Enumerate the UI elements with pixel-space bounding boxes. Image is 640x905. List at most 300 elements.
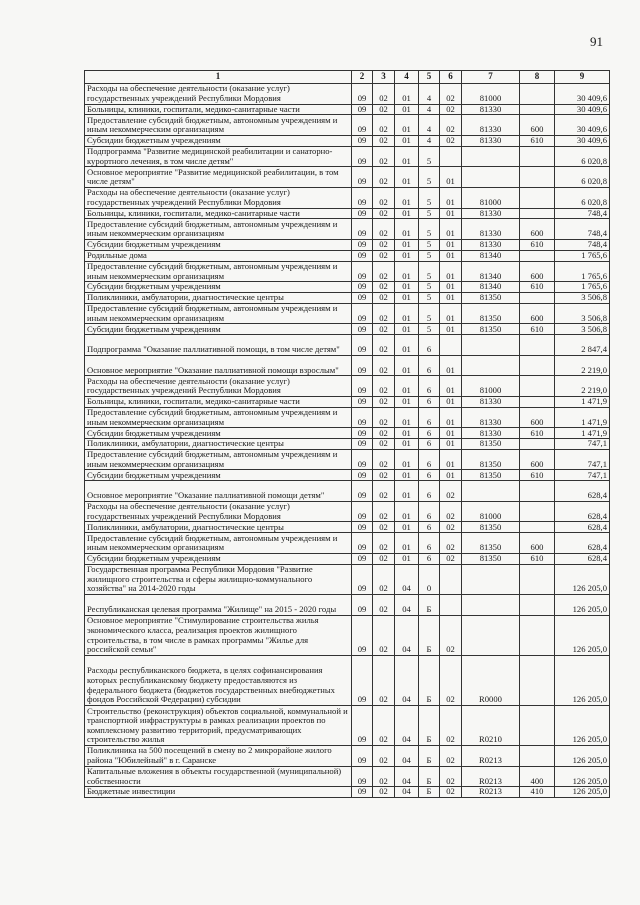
table-row [85,167,610,188]
amount-cell: 2 847,4 [555,335,610,356]
column-header: 5 [419,71,440,84]
section-code-cell: 02 [373,324,395,335]
ministry-code-cell: 09 [352,335,373,356]
expense-type-cell [520,335,555,356]
ministry-code-cell: 09 [352,104,373,115]
table-row [85,615,610,655]
table-row [85,146,610,167]
direction-code-cell: R0210 [462,705,520,745]
column-header: 1 [85,71,352,84]
row-name-cell: Расходы на обеспечение деятельности (оказание услуг) государственных учреждений Республики Мордовия [85,187,352,208]
ministry-code-cell: 09 [352,324,373,335]
direction-code-cell [462,355,520,376]
direction-code-cell: 81330 [462,428,520,439]
ministry-code-cell: 09 [352,470,373,481]
program-code-cell: 01 [395,407,419,428]
amount-cell: 126 205,0 [555,705,610,745]
subprogram-code-cell: 4 [419,84,440,105]
expense-type-cell [520,292,555,303]
expense-type-cell [520,481,555,502]
event-code-cell: 01 [440,449,462,470]
program-code-cell: 04 [395,746,419,767]
table-row [85,481,610,502]
subprogram-code-cell: 6 [419,533,440,554]
direction-code-cell: 81350 [462,324,520,335]
table-row [85,355,610,376]
table-row [85,335,610,356]
expense-type-cell [520,250,555,261]
section-code-cell: 02 [373,787,395,798]
section-code-cell: 02 [373,655,395,705]
table-row [85,261,610,282]
direction-code-cell: 81330 [462,239,520,250]
section-code-cell: 02 [373,533,395,554]
expense-type-cell: 400 [520,766,555,787]
program-code-cell: 01 [395,396,419,407]
direction-code-cell: 81350 [462,553,520,564]
event-code-cell: 02 [440,705,462,745]
program-code-cell: 04 [395,766,419,787]
section-code-cell: 02 [373,396,395,407]
expense-type-cell: 610 [520,428,555,439]
amount-cell: 748,4 [555,219,610,240]
program-code-cell: 04 [395,564,419,594]
ministry-code-cell: 09 [352,787,373,798]
ministry-code-cell: 09 [352,522,373,533]
ministry-code-cell: 09 [352,303,373,324]
expense-type-cell [520,746,555,767]
row-name-cell: Бюджетные инвестиции [85,787,352,798]
subprogram-code-cell: 5 [419,282,440,293]
direction-code-cell: R0000 [462,655,520,705]
subprogram-code-cell: 5 [419,303,440,324]
section-code-cell: 02 [373,746,395,767]
program-code-cell: 01 [395,292,419,303]
event-code-cell: 01 [440,428,462,439]
program-code-cell: 04 [395,595,419,616]
direction-code-cell: 81350 [462,522,520,533]
section-code-cell: 02 [373,104,395,115]
ministry-code-cell: 09 [352,135,373,146]
section-code-cell: 02 [373,407,395,428]
direction-code-cell: 81000 [462,187,520,208]
event-code-cell: 02 [440,655,462,705]
program-code-cell: 01 [395,282,419,293]
section-code-cell: 02 [373,705,395,745]
expense-type-cell: 610 [520,324,555,335]
row-name-cell: Субсидии бюджетным учреждениям [85,239,352,250]
amount-cell: 748,4 [555,239,610,250]
table-row [85,292,610,303]
program-code-cell: 01 [395,324,419,335]
ministry-code-cell: 09 [352,208,373,219]
subprogram-code-cell: Б [419,615,440,655]
expense-type-cell: 600 [520,303,555,324]
subprogram-code-cell: 5 [419,167,440,188]
subprogram-code-cell: 5 [419,261,440,282]
direction-code-cell: 81350 [462,292,520,303]
ministry-code-cell: 09 [352,595,373,616]
program-code-cell: 01 [395,115,419,136]
section-code-cell: 02 [373,501,395,522]
event-code-cell: 02 [440,115,462,136]
ministry-code-cell: 09 [352,115,373,136]
event-code-cell: 02 [440,522,462,533]
section-code-cell: 02 [373,522,395,533]
amount-cell: 126 205,0 [555,655,610,705]
subprogram-code-cell: 6 [419,428,440,439]
direction-code-cell: R0213 [462,787,520,798]
event-code-cell: 01 [440,219,462,240]
column-header: 7 [462,71,520,84]
table-row [85,746,610,767]
subprogram-code-cell: 5 [419,208,440,219]
row-name-cell: Субсидии бюджетным учреждениям [85,324,352,335]
section-code-cell: 02 [373,303,395,324]
amount-cell: 628,4 [555,522,610,533]
table-row [85,595,610,616]
program-code-cell: 01 [395,501,419,522]
subprogram-code-cell: 4 [419,135,440,146]
ministry-code-cell: 09 [352,84,373,105]
section-code-cell: 02 [373,481,395,502]
ministry-code-cell: 09 [352,219,373,240]
row-name-cell: Больницы, клиники, госпитали, медико-санитарные части [85,104,352,115]
table-row [85,187,610,208]
amount-cell: 30 409,6 [555,135,610,146]
event-code-cell: 01 [440,282,462,293]
row-name-cell: Расходы республиканского бюджета, в целях софинансирования которых республиканскому бюджету предоставляются из федерального бюджета (бюджетов государственных внебюджетных фондов Российской Федерации) субсидии [85,655,352,705]
direction-code-cell: 81330 [462,208,520,219]
row-name-cell: Капитальные вложения в объекты государственной (муниципальной) собственности [85,766,352,787]
section-code-cell: 02 [373,449,395,470]
expense-type-cell: 610 [520,282,555,293]
table-row [85,324,610,335]
amount-cell: 748,4 [555,208,610,219]
program-code-cell: 04 [395,655,419,705]
row-name-cell: Строительство (реконструкция) объектов социальной, коммунальной и транспортной инфраструктуры в рамках реализации проектов по комплексному развитию территорий, предусматривающих строительство жилья [85,705,352,745]
event-code-cell: 02 [440,553,462,564]
program-code-cell: 01 [395,84,419,105]
program-code-cell: 01 [395,376,419,397]
program-code-cell: 01 [395,470,419,481]
ministry-code-cell: 09 [352,655,373,705]
amount-cell: 747,1 [555,449,610,470]
subprogram-code-cell: 5 [419,219,440,240]
row-name-cell: Больницы, клиники, госпитали, медико-санитарные части [85,208,352,219]
expense-type-cell: 610 [520,470,555,481]
program-code-cell: 04 [395,705,419,745]
amount-cell: 3 506,8 [555,303,610,324]
program-code-cell: 01 [395,167,419,188]
ministry-code-cell: 09 [352,239,373,250]
event-code-cell: 01 [440,292,462,303]
section-code-cell: 02 [373,335,395,356]
table-row [85,439,610,450]
event-code-cell: 02 [440,787,462,798]
program-code-cell: 01 [395,335,419,356]
expense-type-cell: 600 [520,219,555,240]
section-code-cell: 02 [373,84,395,105]
row-name-cell: Родильные дома [85,250,352,261]
column-header: 6 [440,71,462,84]
event-code-cell: 02 [440,533,462,554]
expense-type-cell [520,355,555,376]
amount-cell: 1 765,6 [555,250,610,261]
subprogram-code-cell: Б [419,746,440,767]
program-code-cell: 01 [395,481,419,502]
expense-type-cell [520,564,555,594]
direction-code-cell [462,595,520,616]
ministry-code-cell: 09 [352,282,373,293]
page-number: 91 [590,34,603,49]
event-code-cell [440,564,462,594]
subprogram-code-cell: Б [419,595,440,616]
amount-cell: 6 020,8 [555,146,610,167]
ministry-code-cell: 09 [352,376,373,397]
program-code-cell: 01 [395,428,419,439]
table-body [85,84,610,798]
row-name-cell: Подпрограмма "Развитие медицинской реабилитации и санаторно-курортного лечения, в том числе детям" [85,146,352,167]
row-name-cell: Государственная программа Республики Мордовия "Развитие жилищного строительства и сферы жилищно-коммунального хозяйства" на 2014-2020 годы [85,564,352,594]
column-header: 4 [395,71,419,84]
table-row [85,208,610,219]
direction-code-cell [462,615,520,655]
amount-cell: 3 506,8 [555,324,610,335]
section-code-cell: 02 [373,187,395,208]
section-code-cell: 02 [373,376,395,397]
subprogram-code-cell: 6 [419,553,440,564]
event-code-cell: 01 [440,250,462,261]
program-code-cell: 01 [395,449,419,470]
expense-type-cell [520,615,555,655]
direction-code-cell [462,481,520,502]
amount-cell: 747,1 [555,470,610,481]
subprogram-code-cell: 6 [419,376,440,397]
direction-code-cell: R0213 [462,746,520,767]
table-row [85,219,610,240]
table-row [85,376,610,397]
row-name-cell: Предоставление субсидий бюджетным, автономным учреждениям и иным некоммерческим организациям [85,219,352,240]
expense-type-cell [520,167,555,188]
program-code-cell: 04 [395,615,419,655]
section-code-cell: 02 [373,428,395,439]
program-code-cell: 01 [395,553,419,564]
event-code-cell: 01 [440,439,462,450]
subprogram-code-cell: 5 [419,324,440,335]
direction-code-cell: 81330 [462,219,520,240]
table-row [85,135,610,146]
event-code-cell: 01 [440,324,462,335]
direction-code-cell: 81350 [462,533,520,554]
program-code-cell: 01 [395,533,419,554]
subprogram-code-cell: 5 [419,187,440,208]
event-code-cell [440,595,462,616]
section-code-cell: 02 [373,219,395,240]
row-name-cell: Предоставление субсидий бюджетным, автономным учреждениям и иным некоммерческим организациям [85,449,352,470]
event-code-cell: 01 [440,239,462,250]
amount-cell: 126 205,0 [555,787,610,798]
subprogram-code-cell: 5 [419,239,440,250]
expense-type-cell [520,396,555,407]
section-code-cell: 02 [373,239,395,250]
table-row [85,449,610,470]
event-code-cell: 01 [440,470,462,481]
subprogram-code-cell: 6 [419,335,440,356]
event-code-cell [440,146,462,167]
section-code-cell: 02 [373,766,395,787]
event-code-cell: 01 [440,303,462,324]
expense-type-cell [520,522,555,533]
event-code-cell: 02 [440,135,462,146]
table-header [85,71,610,84]
direction-code-cell: 81000 [462,376,520,397]
subprogram-code-cell: 5 [419,292,440,303]
section-code-cell: 02 [373,282,395,293]
subprogram-code-cell: 6 [419,522,440,533]
event-code-cell: 01 [440,261,462,282]
amount-cell: 2 219,0 [555,355,610,376]
ministry-code-cell: 09 [352,407,373,428]
subprogram-code-cell: 6 [419,470,440,481]
expense-type-cell: 600 [520,115,555,136]
event-code-cell [440,335,462,356]
amount-cell: 628,4 [555,481,610,502]
table-row [85,705,610,745]
table-row [85,303,610,324]
expense-type-cell [520,187,555,208]
section-code-cell: 02 [373,355,395,376]
subprogram-code-cell: 4 [419,104,440,115]
program-code-cell: 01 [395,104,419,115]
event-code-cell: 02 [440,746,462,767]
subprogram-code-cell: Б [419,766,440,787]
ministry-code-cell: 09 [352,533,373,554]
event-code-cell: 02 [440,481,462,502]
row-name-cell: Поликлиники, амбулатории, диагностические центры [85,522,352,533]
ministry-code-cell: 09 [352,439,373,450]
expense-type-cell: 600 [520,449,555,470]
event-code-cell: 01 [440,355,462,376]
amount-cell: 1 471,9 [555,407,610,428]
direction-code-cell [462,146,520,167]
ministry-code-cell: 09 [352,746,373,767]
ministry-code-cell: 09 [352,481,373,502]
row-name-cell: Субсидии бюджетным учреждениям [85,428,352,439]
expense-type-cell [520,208,555,219]
direction-code-cell: 81350 [462,449,520,470]
row-name-cell: Поликлиники, амбулатории, диагностические центры [85,292,352,303]
row-name-cell: Основное мероприятие "Оказание паллиативной помощи детям" [85,481,352,502]
ministry-code-cell: 09 [352,553,373,564]
subprogram-code-cell: 6 [419,355,440,376]
ministry-code-cell: 09 [352,766,373,787]
row-name-cell: Больницы, клиники, госпитали, медико-санитарные части [85,396,352,407]
direction-code-cell: 81340 [462,261,520,282]
table-row [85,282,610,293]
program-code-cell: 01 [395,522,419,533]
expense-type-cell: 610 [520,239,555,250]
column-header: 9 [555,71,610,84]
event-code-cell: 02 [440,501,462,522]
program-code-cell: 01 [395,135,419,146]
direction-code-cell: 81340 [462,282,520,293]
row-name-cell: Субсидии бюджетным учреждениям [85,282,352,293]
section-code-cell: 02 [373,615,395,655]
amount-cell: 126 205,0 [555,564,610,594]
expense-type-cell [520,439,555,450]
direction-code-cell: 81330 [462,135,520,146]
event-code-cell: 01 [440,376,462,397]
table-row [85,104,610,115]
row-name-cell: Субсидии бюджетным учреждениям [85,135,352,146]
ministry-code-cell: 09 [352,355,373,376]
expense-type-cell [520,376,555,397]
row-name-cell: Субсидии бюджетным учреждениям [85,470,352,481]
table-row [85,407,610,428]
table-row [85,655,610,705]
expense-type-cell [520,705,555,745]
amount-cell: 2 219,0 [555,376,610,397]
table-row [85,533,610,554]
ministry-code-cell: 09 [352,428,373,439]
amount-cell: 747,1 [555,439,610,450]
table-row [85,115,610,136]
direction-code-cell: 81000 [462,84,520,105]
direction-code-cell [462,564,520,594]
program-code-cell: 01 [395,239,419,250]
expense-type-cell: 610 [520,553,555,564]
row-name-cell: Расходы на обеспечение деятельности (оказание услуг) государственных учреждений Республики Мордовия [85,84,352,105]
program-code-cell: 04 [395,787,419,798]
ministry-code-cell: 09 [352,167,373,188]
table-row [85,522,610,533]
ministry-code-cell: 09 [352,146,373,167]
direction-code-cell: R0213 [462,766,520,787]
section-code-cell: 02 [373,439,395,450]
event-code-cell: 01 [440,208,462,219]
program-code-cell: 01 [395,219,419,240]
row-name-cell: Основное мероприятие "Развитие медицинской реабилитации, в том числе детям" [85,167,352,188]
direction-code-cell: 81350 [462,303,520,324]
expense-type-cell: 610 [520,135,555,146]
expense-type-cell [520,84,555,105]
section-code-cell: 02 [373,470,395,481]
direction-code-cell: 81350 [462,470,520,481]
direction-code-cell: 81330 [462,115,520,136]
ministry-code-cell: 09 [352,615,373,655]
section-code-cell: 02 [373,595,395,616]
column-header: 3 [373,71,395,84]
amount-cell: 30 409,6 [555,115,610,136]
amount-cell: 126 205,0 [555,615,610,655]
row-name-cell: Расходы на обеспечение деятельности (оказание услуг) государственных учреждений Республики Мордовия [85,501,352,522]
section-code-cell: 02 [373,553,395,564]
direction-code-cell: 81330 [462,396,520,407]
amount-cell: 126 205,0 [555,766,610,787]
subprogram-code-cell: Б [419,655,440,705]
section-code-cell: 02 [373,261,395,282]
direction-code-cell: 81340 [462,250,520,261]
expense-type-cell: 410 [520,787,555,798]
table-row [85,428,610,439]
program-code-cell: 01 [395,208,419,219]
table-row [85,470,610,481]
amount-cell: 628,4 [555,533,610,554]
row-name-cell: Предоставление субсидий бюджетным, автономным учреждениям и иным некоммерческим организациям [85,115,352,136]
ministry-code-cell: 09 [352,396,373,407]
direction-code-cell: 81000 [462,501,520,522]
